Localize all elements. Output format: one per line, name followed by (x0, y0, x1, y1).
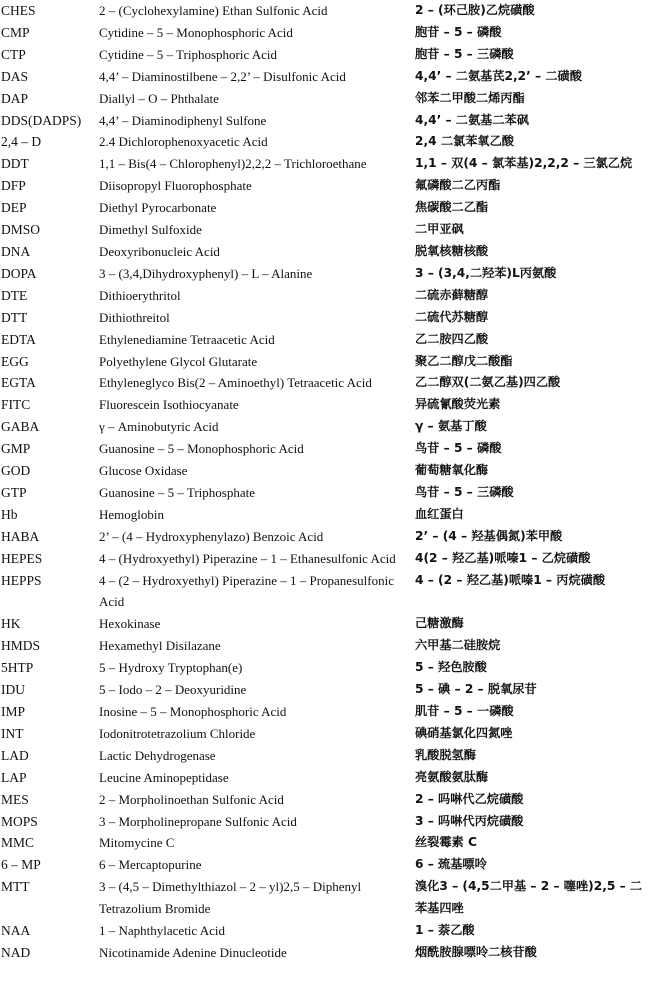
english-name: Cytidine – 5 – Monophosphoric Acid (99, 24, 293, 40)
english-name: Guanosine – 5 – Triphosphate (99, 484, 255, 500)
chinese-name: 丝裂霉素 C (415, 835, 477, 850)
list-item (0, 942, 649, 964)
english-name: 4 – (2 – Hydroxyethyl) Piperazine – 1 – Propanesulfonic Acid (99, 572, 394, 610)
abbreviation: CMP (1, 24, 30, 40)
chinese-name: 2 – (环己胺)乙烷磺酸 (415, 3, 535, 17)
english-name: Diallyl – O – Phthalate (99, 90, 219, 106)
list-item (0, 285, 649, 307)
list-item (0, 175, 649, 197)
chinese-name: 二硫代苏糖醇 (415, 309, 489, 324)
chinese-name: 2 – 吗啉代乙烷磺酸 (415, 791, 524, 806)
list-item (0, 372, 649, 394)
abbreviation: DTE (1, 287, 28, 303)
list-item (0, 679, 649, 701)
abbreviation: MES (1, 791, 29, 807)
chinese-name: 乙二胺四乙酸 (415, 331, 489, 346)
abbreviation: MMC (1, 835, 35, 851)
abbreviation: EGTA (1, 375, 36, 391)
english-name: Hexamethyl Disilazane (99, 638, 221, 654)
english-name: Cytidine – 5 – Triphosphoric Acid (99, 46, 278, 62)
chinese-name: 2’ – (4 – 羟基偶氮)苯甲酸 (415, 528, 563, 543)
abbreviation: HABA (1, 528, 40, 544)
english-name: Mitomycine C (99, 835, 175, 851)
abbreviation: Hb (1, 506, 18, 522)
abbreviation: 6 – MP (1, 857, 41, 873)
chinese-name: 聚乙二醇戊二酸酯 (415, 353, 513, 368)
english-name: Hexokinase (99, 616, 161, 632)
list-item (0, 88, 649, 110)
abbreviation: NAD (1, 944, 31, 960)
list-item (0, 22, 649, 44)
list-item (0, 876, 649, 920)
chinese-name: 碘硝基氯化四氮唑 (415, 725, 513, 740)
chinese-name: 葡萄糖氧化酶 (415, 463, 489, 478)
list-item (0, 307, 649, 329)
list-item (0, 197, 649, 219)
english-name: 2 – Morpholinoethan Sulfonic Acid (99, 791, 284, 807)
chinese-name: 烟酰胺腺嘌呤二核苷酸 (415, 944, 537, 959)
abbreviation: LAP (1, 769, 27, 785)
chinese-name: 1,1 – 双(4 – 氯苯基)2,2,2 – 三氯乙烷 (415, 156, 633, 171)
english-name: 3 – (3,4,Dihydroxyphenyl) – L – Alanine (99, 265, 313, 281)
chinese-name: 5 – 碘 – 2 – 脱氧尿苷 (415, 682, 537, 697)
chinese-name: 己糖激酶 (415, 616, 464, 631)
list-item (0, 526, 649, 548)
list-item (0, 110, 649, 132)
english-name: Polyethylene Glycol Glutarate (99, 353, 258, 369)
abbreviation: DMSO (1, 222, 41, 238)
english-name: γ – Aminobutyric Acid (99, 419, 219, 435)
chinese-name: 亮氨酸氨肽酶 (415, 769, 489, 784)
abbreviation: CTP (1, 46, 26, 62)
list-item (0, 832, 649, 854)
list-item (0, 723, 649, 745)
abbreviation: DFP (1, 178, 26, 194)
english-name: 5 – Hydroxy Tryptophan(e) (99, 660, 243, 676)
abbreviation: GMP (1, 441, 31, 457)
english-name: 4 – (Hydroxyethyl) Piperazine – 1 – Ethanesulfonic Acid (99, 550, 396, 566)
abbreviation: DDT (1, 156, 29, 172)
english-name: 2.4 Dichlorophenoxyacetic Acid (99, 134, 268, 150)
chinese-name: 鸟苷 – 5 – 磷酸 (415, 441, 502, 456)
abbreviation: DOPA (1, 265, 37, 281)
chinese-name: 焦碳酸二乙酯 (415, 200, 489, 215)
abbreviation: HMDS (1, 638, 41, 654)
abbreviation: 2,4 – D (1, 134, 42, 150)
abbreviation: GABA (1, 419, 40, 435)
list-item (0, 504, 649, 526)
abbreviation: DAP (1, 90, 29, 106)
chinese-name: γ – 氨基丁酸 (415, 419, 487, 434)
list-item (0, 789, 649, 811)
english-name: Inosine – 5 – Monophosphoric Acid (99, 704, 287, 719)
list-item (0, 131, 649, 153)
abbreviation: 5HTP (1, 660, 34, 676)
chinese-name: 脱氧核糖核酸 (415, 243, 489, 258)
english-name: 2 – (Cyclohexylamine) Ethan Sulfonic Acid (99, 3, 328, 18)
chinese-name: 4 – (2 – 羟乙基)哌嗪1 – 丙烷磺酸 (415, 572, 606, 587)
chinese-name: 4,4’ – 二氨基二苯砜 (415, 112, 529, 127)
english-name: Dithioerythritol (99, 287, 181, 303)
chinese-name: 1 – 萘乙酸 (415, 923, 475, 938)
list-item (0, 854, 649, 876)
list-item (0, 745, 649, 767)
english-name: Deoxyribonucleic Acid (99, 243, 220, 259)
list-item (0, 548, 649, 570)
chinese-name: 溴化3 – (4,5二甲基 – 2 – 噻唑)2,5 – 二苯基四唑 (415, 879, 643, 916)
english-name: 6 – Mercaptopurine (99, 857, 202, 873)
chinese-name: 邻苯二甲酸二烯丙酯 (415, 90, 525, 105)
english-name: 3 – (4,5 – Dimethylthiazol – 2 – yl)2,5 – Diphenyl Tetrazolium Bromide (99, 879, 362, 917)
list-item (0, 394, 649, 416)
english-name: 1,1 – Bis(4 – Chlorophenyl)2,2,2 – Trichloroethane (99, 156, 367, 172)
english-name: Diethyl Pyrocarbonate (99, 200, 217, 216)
abbreviation: GOD (1, 463, 31, 479)
chinese-name: 4(2 – 羟乙基)哌嗪1 – 乙烷磺酸 (415, 550, 591, 565)
list-item (0, 767, 649, 789)
list-item (0, 438, 649, 460)
chinese-name: 3 – 吗啉代丙烷磺酸 (415, 813, 524, 828)
abbreviation: LAD (1, 747, 29, 763)
chinese-name: 氟磷酸二乙丙酯 (415, 178, 501, 193)
list-item (0, 657, 649, 679)
abbreviation: HK (1, 616, 21, 632)
list-item (0, 811, 649, 833)
list-item (0, 329, 649, 351)
chinese-name: 2,4 二氯苯氧乙酸 (415, 134, 514, 149)
chinese-name: 乳酸脱氢酶 (415, 747, 476, 762)
english-name: 3 – Morpholinepropane Sulfonic Acid (99, 813, 297, 829)
abbreviation: IDU (1, 682, 25, 698)
list-item (0, 219, 649, 241)
english-name: Nicotinamide Adenine Dinucleotide (99, 944, 287, 960)
english-name: Lactic Dehydrogenase (99, 747, 216, 763)
abbreviation: HEPES (1, 550, 43, 566)
chinese-name: 5 – 羟色胺酸 (415, 660, 487, 675)
abbreviation: MOPS (1, 813, 38, 829)
list-item (0, 153, 649, 175)
abbreviation: DNA (1, 243, 31, 259)
list-item (0, 570, 649, 614)
abbreviation: HEPPS (1, 572, 42, 588)
list-item (0, 613, 649, 635)
abbreviation: EDTA (1, 331, 36, 347)
english-name: Leucine Aminopeptidase (99, 769, 229, 785)
abbreviation: DTT (1, 309, 28, 325)
english-name: Dithiothreitol (99, 309, 170, 325)
chinese-name: 3 – (3,4,二羟苯)L丙氨酸 (415, 265, 557, 280)
english-name: 4,4’ – Diaminodiphenyl Sulfone (99, 112, 267, 128)
chinese-name: 六甲基二硅胺烷 (415, 638, 501, 653)
list-item (0, 460, 649, 482)
chinese-name: 异硫氰酸荧光素 (415, 397, 501, 412)
chinese-name: 胞苷 – 5 – 磷酸 (415, 24, 502, 39)
abbreviation: DDS(DADPS) (1, 112, 82, 128)
english-name: Dimethyl Sulfoxide (99, 222, 202, 238)
english-name: Fluorescein Isothiocyanate (99, 397, 239, 413)
list-item (0, 920, 649, 942)
chinese-name: 胞苷 – 5 – 三磷酸 (415, 46, 514, 61)
chinese-name: 血红蛋白 (415, 506, 464, 521)
english-name: 4,4’ – Diaminostilbene – 2,2’ – Disulfonic Acid (99, 68, 346, 84)
abbreviation: NAA (1, 923, 31, 939)
abbreviation: EGG (1, 353, 29, 369)
abbreviation: INT (1, 725, 24, 741)
abbreviation: GTP (1, 484, 27, 500)
english-name: Iodonitrotetrazolium Chloride (99, 725, 256, 741)
chinese-name: 鸟苷 – 5 – 三磷酸 (415, 484, 514, 499)
list-item (0, 66, 649, 88)
list-item (0, 701, 649, 723)
abbreviation: CHES (1, 3, 36, 18)
english-name: 1 – Naphthylacetic Acid (99, 923, 225, 939)
english-name: Ethylenediamine Tetraacetic Acid (99, 331, 275, 347)
chinese-name: 乙二醇双(二氨乙基)四乙酸 (415, 375, 561, 390)
chinese-name: 4,4’ – 二氨基芪2,2’ – 二磺酸 (415, 68, 582, 83)
list-item (0, 241, 649, 263)
english-name: 2’ – (4 – Hydroxyphenylazo) Benzoic Acid (99, 528, 324, 544)
english-name: Glucose Oxidase (99, 463, 188, 479)
chinese-name: 二硫赤藓糖醇 (415, 287, 489, 302)
abbreviation: FITC (1, 397, 31, 413)
list-item (0, 416, 649, 438)
english-name: 5 – Iodo – 2 – Deoxyuridine (99, 682, 247, 698)
list-item (0, 635, 649, 657)
english-name: Hemoglobin (99, 506, 164, 522)
list-item (0, 263, 649, 285)
english-name: Ethyleneglyco Bis(2 – Aminoethyl) Tetraacetic Acid (99, 375, 372, 391)
chinese-name: 肌苷 – 5 – 一磷酸 (415, 704, 514, 718)
chinese-name: 二甲亚砜 (415, 222, 464, 237)
abbreviation: DAS (1, 68, 29, 84)
list-item (0, 351, 649, 373)
abbreviation: DEP (1, 200, 27, 216)
list-item (0, 482, 649, 504)
list-item (0, 0, 649, 22)
chinese-name: 6 – 巯基嘌呤 (415, 857, 487, 872)
list-item (0, 44, 649, 66)
english-name: Diisopropyl Fluorophosphate (99, 178, 252, 194)
abbreviation: MTT (1, 879, 30, 895)
abbreviation: IMP (1, 704, 26, 719)
english-name: Guanosine – 5 – Monophosphoric Acid (99, 441, 304, 457)
